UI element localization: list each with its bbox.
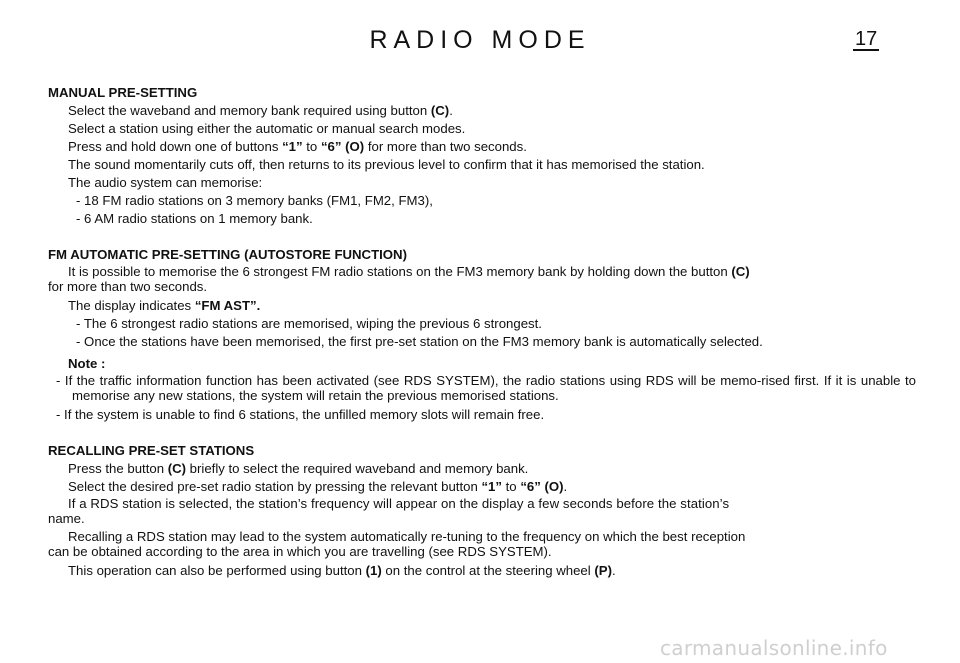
watermark: carmanualsonline.info <box>660 636 888 660</box>
paragraph: Select a station using either the automatic or manual search modes. <box>68 121 466 136</box>
page-title: RADIO MODE <box>369 26 591 54</box>
paragraph: Select the desired pre-set radio station by pressing the relevant button “1” to “6” (O). <box>68 479 568 494</box>
paragraph: This operation can also be performed using button (1) on the control at the steering wheel (P). <box>68 563 616 578</box>
note-label: Note : <box>68 356 106 371</box>
paragraph: Recalling a RDS station may lead to the system automatically re-tuning to the frequency on which the best reception <box>68 529 746 544</box>
section-heading-recalling-presets: RECALLING PRE-SET STATIONS <box>48 443 255 458</box>
page-number: 17 <box>855 28 878 50</box>
paragraph-continuation: for more than two seconds. <box>48 279 208 294</box>
paragraph: Select the waveband and memory bank required using button (C). <box>68 103 453 118</box>
paragraph: If a RDS station is selected, the station’s frequency will appear on the display a few seconds before the station’s <box>68 496 730 511</box>
paragraph: The display indicates “FM AST”. <box>68 298 261 313</box>
paragraph-continuation: can be obtained according to the area in which you are travelling (see RDS SYSTEM). <box>48 544 552 559</box>
paragraph: Press the button (C) briefly to select the required waveband and memory bank. <box>68 461 529 476</box>
list-item: - 18 FM radio stations on 3 memory banks (FM1, FM2, FM3), <box>76 193 433 208</box>
paragraph: The audio system can memorise: <box>68 175 263 190</box>
paragraph: It is possible to memorise the 6 strongest FM radio stations on the FM3 memory bank by holding down the button (C) <box>68 264 750 279</box>
list-item: - Once the stations have been memorised, the first pre-set station on the FM3 memory bank is automatically selected. <box>76 334 763 349</box>
list-item: - If the traffic information function has been activated (see RDS SYSTEM), the radio stations using RDS will be memo-rised first. If it is unable to memorise any new stations, the system will retain the previous memorised stations. <box>56 373 916 403</box>
paragraph: The sound momentarily cuts off, then returns to its previous level to confirm that it has memorised the station. <box>68 157 705 172</box>
document-body <box>48 84 916 580</box>
paragraph: Press and hold down one of buttons “1” to “6” (O) for more than two seconds. <box>68 139 527 154</box>
list-item: - 6 AM radio stations on 1 memory bank. <box>76 211 313 226</box>
list-item: - The 6 strongest radio stations are memorised, wiping the previous 6 strongest. <box>76 316 542 331</box>
paragraph-continuation: name. <box>48 511 85 526</box>
section-heading-manual-presetting: MANUAL PRE-SETTING <box>48 85 198 100</box>
list-item: - If the system is unable to find 6 stations, the unfilled memory slots will remain free. <box>56 407 545 422</box>
section-heading-fm-autostore: FM AUTOMATIC PRE-SETTING (AUTOSTORE FUNCTION) <box>48 247 407 262</box>
